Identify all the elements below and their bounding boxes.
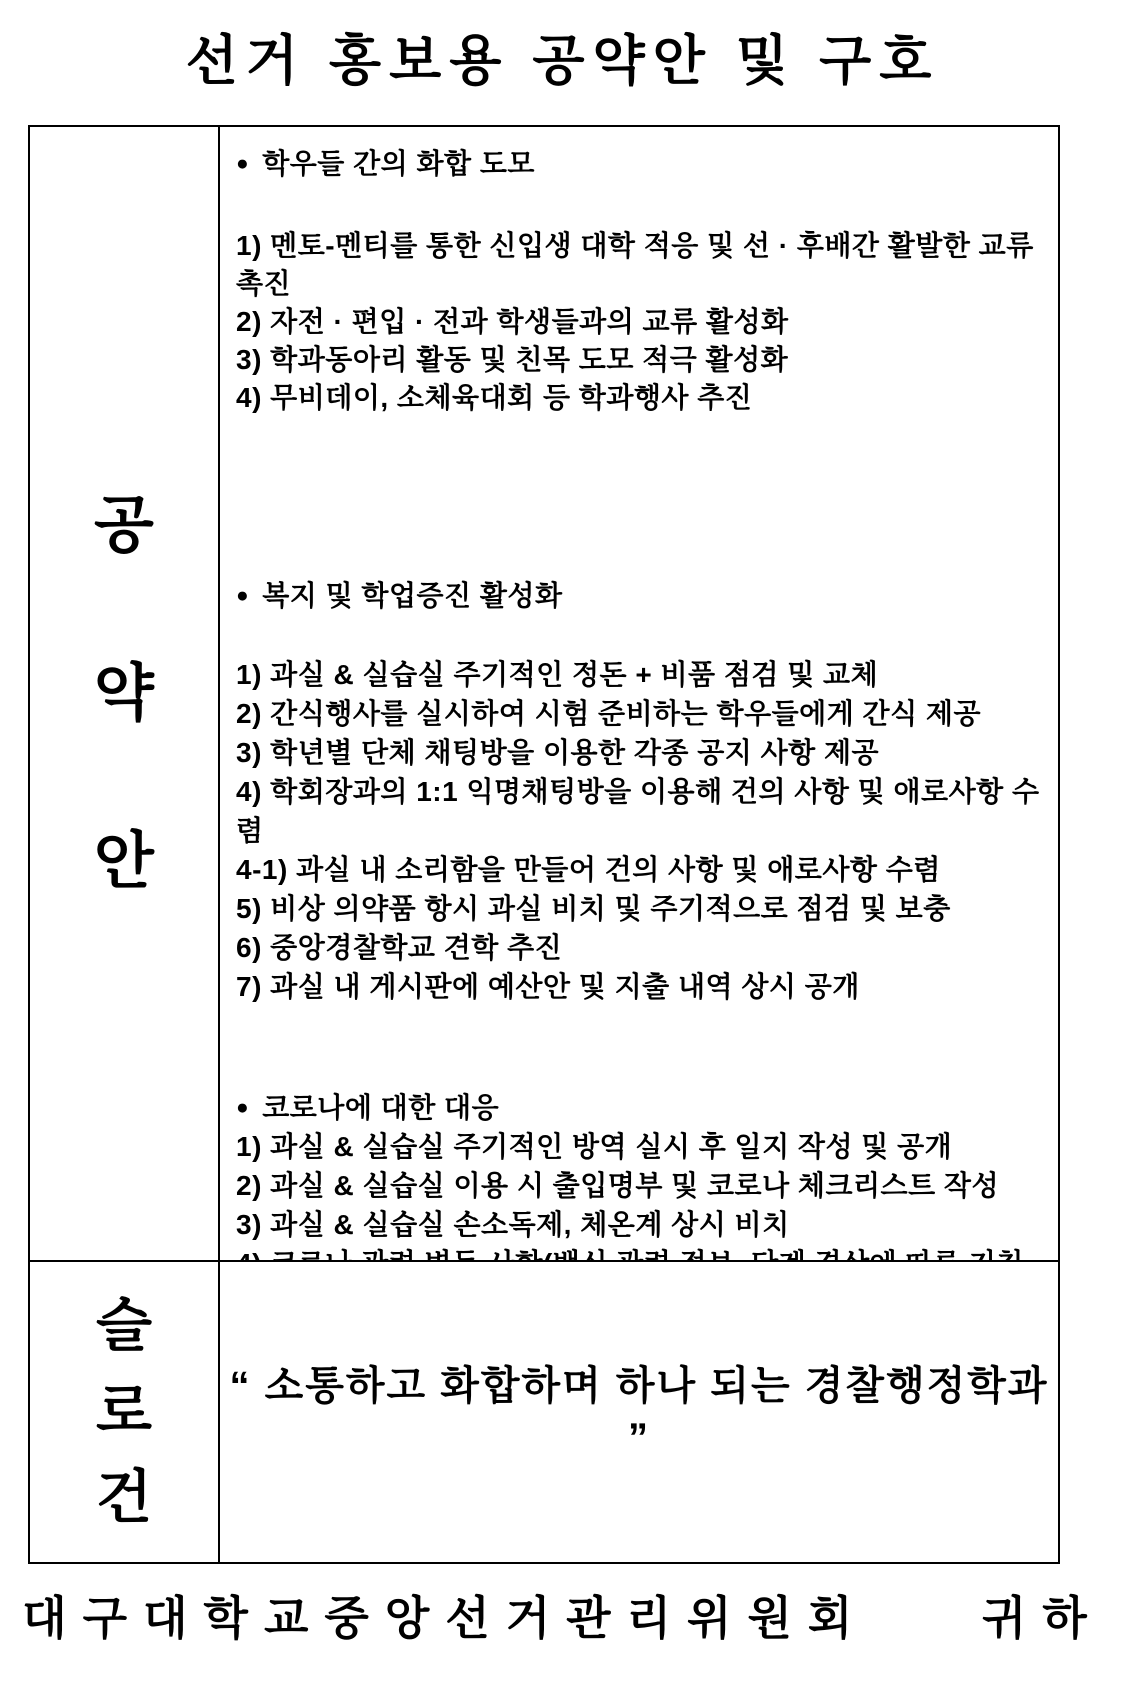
pledge-item: 7) 과실 내 게시판에 예산안 및 지출 내역 상시 공개 [236,971,860,1002]
pledge-row-label [30,127,220,1262]
bullet-icon: ● [236,1095,250,1119]
section-heading-text: 복지 및 학업증진 활성화 [262,580,563,611]
pledge-item: 6) 중앙경찰학교 견학 추진 [236,932,563,963]
section-items-welfare [236,655,1046,1006]
slogan-text: “ 소통하고 화합하며 하나 되는 경찰행정학과 ” [229,1364,1049,1460]
slogan-content-cell [220,1262,1058,1562]
pledge-item: 4) 무비데이, 소체육대회 등 학과행사 추진 [236,382,753,413]
section-heading-text: 학우들 간의 화합 도모 [262,148,535,179]
pledge-item: 5) 비상 의약품 항시 과실 비치 및 주기적으로 점검 및 보충 [236,893,951,924]
pledge-item: 1) 과실 & 실습실 주기적인 방역 실시 후 일지 작성 및 공개 [236,1131,953,1162]
page-title: 선거 홍보용 공약안 및 구호 [185,31,940,91]
slogan-label-char: 건 [95,1465,153,1530]
pledge-item: 2) 간식행사를 실시하여 시험 준비하는 학우들에게 간식 제공 [236,698,982,729]
section-items-harmony [236,227,1046,417]
pledge-item: 2) 과실 & 실습실 이용 시 출입명부 및 코로나 체크리스트 작성 [236,1170,1000,1201]
pledge-item: 4-1) 과실 내 소리함을 만들어 건의 사항 및 애로사항 수렴 [236,854,941,885]
section-heading-corona [236,1088,1046,1127]
pledge-item: 4) 학회장과의 1:1 익명채팅방을 이용해 건의 사항 및 애로사항 수렴 [236,776,1040,846]
slogan-row-label [30,1262,220,1562]
addressee-line: 대구대학교중앙선거관리위원회 귀하 [22,1592,1103,1644]
pledge-item: 3) 과실 & 실습실 손소독제, 체온계 상시 비치 [236,1209,790,1240]
section-heading-text: 코로나에 대한 대응 [262,1092,500,1123]
pledge-label-char: 안 [94,826,154,896]
bullet-icon: ● [236,152,250,175]
pledge-content-cell [220,127,1058,1262]
bullet-icon: ● [236,584,250,607]
section-heading-welfare [236,577,1046,615]
pledge-item: 1) 멘토-멘티를 통한 신입생 대학 적응 및 선 · 후배간 활발한 교류 촉진 [236,230,1034,299]
pledge-label-char: 공 [94,490,154,560]
slogan-label-char: 슬 [95,1293,153,1358]
pledge-item: 1) 과실 & 실습실 주기적인 정돈 + 비품 점검 및 교체 [236,659,879,690]
pledge-table [28,125,1060,1564]
section-heading-harmony [236,145,1046,183]
slogan-label-char: 로 [95,1379,153,1444]
pledge-label-char: 약 [94,658,154,728]
pledge-item: 3) 학과동아리 활동 및 친목 도모 적극 활성화 [236,344,789,375]
pledge-item: 2) 자전 · 편입 · 전과 학생들과의 교류 활성화 [236,306,789,337]
pledge-item: 3) 학년별 단체 채팅방을 이용한 각종 공지 사항 제공 [236,737,880,768]
